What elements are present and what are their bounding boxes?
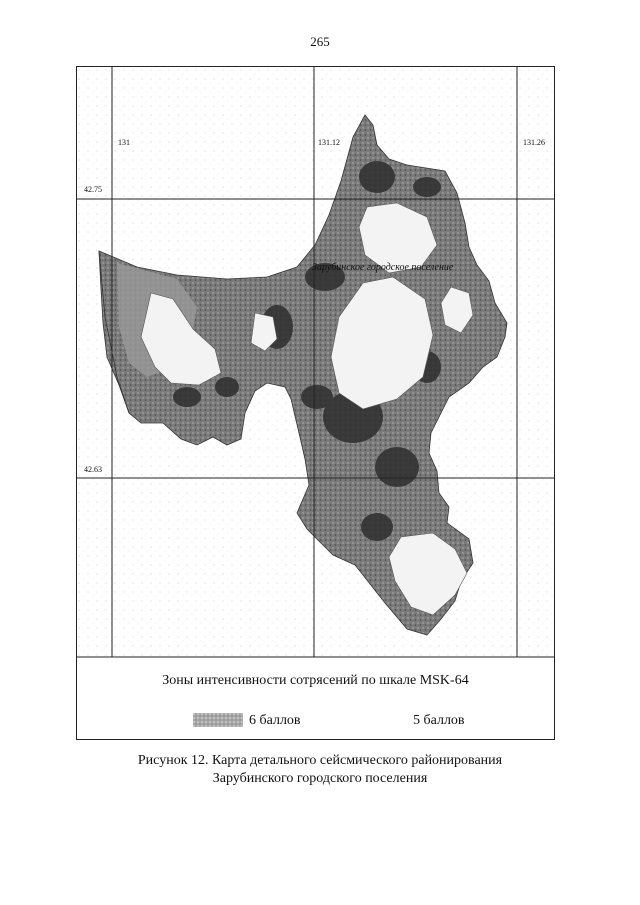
map-canvas	[77, 67, 554, 739]
page-number: 265	[310, 34, 330, 49]
legend	[77, 713, 554, 733]
longitude-label: 131.26	[523, 138, 545, 147]
longitude-label: 131	[118, 138, 130, 147]
legend-label-5: 5 баллов	[413, 713, 465, 728]
legend-swatch-6	[193, 713, 243, 727]
longitude-label: 131.12	[318, 138, 340, 147]
latitude-label: 42.75	[84, 185, 102, 194]
caption-line-1: Рисунок 12. Карта детального сейсмического районирования	[137, 753, 503, 768]
caption-line-2: Зарубинского городского поселения	[212, 771, 428, 786]
place-label: Зарубинское городское поселение	[312, 262, 454, 273]
figure-caption	[0, 752, 640, 788]
seismic-map	[76, 66, 555, 740]
legend-label-6: 6 баллов	[249, 713, 301, 728]
latitude-label: 42.63	[84, 465, 102, 474]
legend-title: Зоны интенсивности сотрясений по шкале MSK-64	[162, 673, 469, 688]
